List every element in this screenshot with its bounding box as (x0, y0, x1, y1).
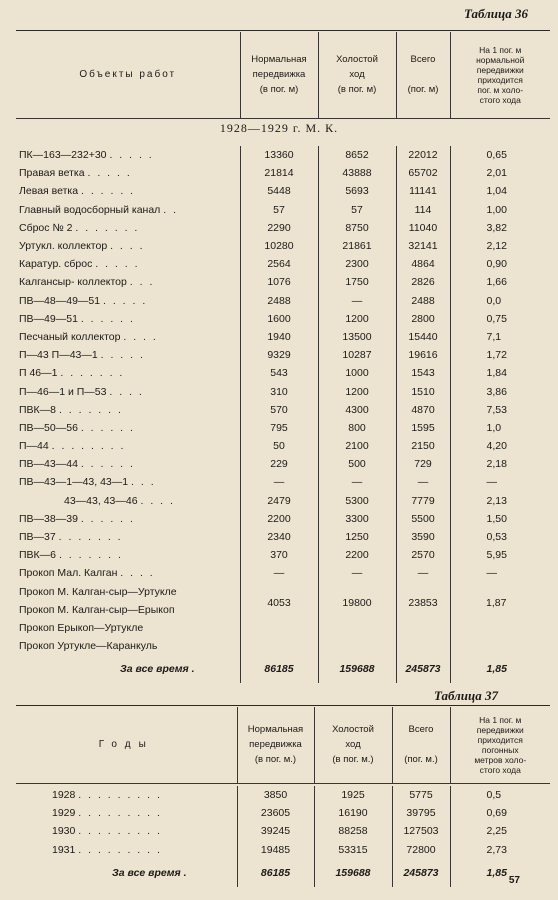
row-label: Песчаный коллектор . . . . (19, 330, 158, 343)
row-label-cell (16, 473, 240, 491)
total-value: 32141 (396, 237, 450, 255)
table-row (16, 528, 550, 546)
row-label: П 46—1 . . . . . . . (19, 367, 125, 380)
table-row (16, 219, 550, 237)
idle-value: 53315 (314, 841, 392, 859)
row-label-cell (16, 455, 240, 473)
row-label-cell (16, 346, 240, 364)
total-value: 2800 (396, 310, 450, 328)
row-label: ПВ—43—44 . . . . . . (19, 458, 135, 471)
table36-header-ratio: На 1 пог. м нормальной передвижки приходится пог. м холо- стого хода (450, 32, 550, 118)
idle-value: — (318, 564, 396, 582)
idle-value: 8652 (318, 146, 396, 164)
total-label-cell (16, 655, 240, 683)
row-label-cell (16, 583, 240, 601)
row-label: ПВ—43—1—43, 43—1 . . . (19, 476, 156, 489)
row-label-cell (16, 237, 240, 255)
normal-value: 23605 (237, 804, 314, 822)
idle-value: 57 (318, 201, 396, 219)
idle-value: 500 (318, 455, 396, 473)
table-row (16, 492, 550, 510)
total-total: 245873 (396, 655, 450, 683)
table37-body (16, 786, 550, 887)
row-label: 1929 . . . . . . . . . (52, 807, 162, 820)
ratio-value: 0,5 (450, 786, 550, 804)
table-row (16, 401, 550, 419)
idle-value: 4300 (318, 401, 396, 419)
normal-value: 229 (240, 455, 318, 473)
row-label: Прокоп Мал. Калган . . . . (19, 567, 155, 580)
idle-value: 16190 (314, 804, 392, 822)
idle-value: 21861 (318, 237, 396, 255)
table-row (16, 804, 550, 822)
normal-value: 2290 (240, 219, 318, 237)
table37-header-normal: Нормальная передвижка (в пог. м.) (237, 707, 314, 783)
page-number: 57 (508, 875, 520, 886)
table-row (16, 201, 550, 219)
row-label: 43—43, 43—46 . . . . (64, 494, 175, 507)
total-normal: 86185 (240, 655, 318, 683)
normal-value: 50 (240, 437, 318, 455)
row-label-cell (16, 786, 237, 804)
normal-value: — (240, 564, 318, 582)
table-row (16, 822, 550, 840)
row-label: П—46—1 и П—53 . . . . (19, 385, 144, 398)
total-value: 4864 (396, 255, 450, 273)
ratio-value: 0,69 (450, 804, 550, 822)
normal-value: 570 (240, 401, 318, 419)
ratio-value: — (450, 473, 550, 491)
total-value: — (396, 473, 450, 491)
normal-value: 9329 (240, 346, 318, 364)
total-value: 5775 (392, 786, 450, 804)
ratio-value: 1,50 (450, 510, 550, 528)
normal-value: 2200 (240, 510, 318, 528)
table36-merged-idle: 19800 (342, 597, 372, 609)
total-label-cell (16, 859, 237, 887)
row-label: 1931 . . . . . . . . . (52, 843, 162, 856)
total-value: 22012 (396, 146, 450, 164)
ratio-value: — (450, 564, 550, 582)
idle-value: — (318, 473, 396, 491)
ratio-value: 1,66 (450, 273, 550, 291)
total-value: 11040 (396, 219, 450, 237)
table-row (16, 310, 550, 328)
idle-value: 1750 (318, 273, 396, 291)
table36-header-total: Всего (пог. м) (396, 32, 450, 118)
total-label: За все время . (112, 866, 187, 879)
row-label-cell (16, 382, 240, 400)
ratio-value: 0,90 (450, 255, 550, 273)
row-label: ПВК—8 . . . . . . . (19, 403, 123, 416)
row-label-cell (16, 841, 237, 859)
table-row (16, 364, 550, 382)
table36-top-rule (16, 30, 550, 31)
row-label: Левая ветка . . . . . . (19, 185, 136, 198)
table37-header-years: Годы (16, 707, 237, 783)
normal-value: 10280 (240, 237, 318, 255)
total-normal: 86185 (237, 859, 314, 887)
table36-merged-normal: 4053 (267, 597, 291, 609)
ratio-value: 1,00 (450, 201, 550, 219)
ratio-value: 0,65 (450, 146, 550, 164)
ratio-value: 1,0 (450, 419, 550, 437)
normal-value: 57 (240, 201, 318, 219)
total-label: За все время . (120, 663, 195, 676)
table36-header-objects: Объекты работ (16, 32, 240, 118)
row-label-cell (16, 255, 240, 273)
total-idle: 159688 (318, 655, 396, 683)
table-row (16, 473, 550, 491)
total-value: 7779 (396, 492, 450, 510)
table-row (16, 841, 550, 859)
table37-header-ratio: На 1 пог. м передвижки приходится погонных метров холо- стого хода (450, 707, 550, 783)
total-value: 1543 (396, 364, 450, 382)
row-label: ПВ—48—49—51 . . . . . (19, 294, 148, 307)
table-row (16, 546, 550, 564)
table37-caption: Таблица 37 (433, 688, 498, 703)
ratio-value: 1,84 (450, 364, 550, 382)
total-value: 19616 (396, 346, 450, 364)
row-label: Прокоп М. Калган-сыр—Ерыкоп (19, 603, 175, 616)
total-value: 72800 (392, 841, 450, 859)
row-label: Сброс № 2 . . . . . . . (19, 221, 140, 234)
row-label: ПВК—6 . . . . . . . (19, 549, 123, 562)
row-label-cell (16, 401, 240, 419)
table-row (16, 419, 550, 437)
total-value: 3590 (396, 528, 450, 546)
normal-value: 21814 (240, 164, 318, 182)
row-label-cell (16, 804, 237, 822)
ratio-value: 5,95 (450, 546, 550, 564)
normal-value: 370 (240, 546, 318, 564)
row-label-cell (16, 273, 240, 291)
idle-value: 800 (318, 419, 396, 437)
ratio-value (450, 619, 550, 637)
row-label: ПВ—49—51 . . . . . . (19, 312, 135, 325)
row-label-cell (16, 528, 240, 546)
total-value: 2150 (396, 437, 450, 455)
total-value: 2826 (396, 273, 450, 291)
table36-header (16, 32, 550, 119)
table-row (16, 346, 550, 364)
row-label-cell (16, 310, 240, 328)
row-label-cell (16, 822, 237, 840)
table-row (16, 437, 550, 455)
row-label: Прокоп М. Калган-сыр—Уртукле (19, 585, 177, 598)
ratio-value: 0,53 (450, 528, 550, 546)
normal-value: 3850 (237, 786, 314, 804)
total-row (16, 655, 550, 683)
ratio-value: 0,75 (450, 310, 550, 328)
total-value (396, 637, 450, 655)
normal-value: 2564 (240, 255, 318, 273)
ratio-value: 2,73 (450, 841, 550, 859)
ratio-value (450, 637, 550, 655)
row-label-cell (16, 492, 240, 510)
total-row (16, 859, 550, 887)
normal-value: 2479 (240, 492, 318, 510)
normal-value: 543 (240, 364, 318, 382)
normal-value: 2488 (240, 292, 318, 310)
total-value: 39795 (392, 804, 450, 822)
table36-header-normal: Нормальная передвижка (в пог. м) (240, 32, 318, 118)
table36-header-idle: Холостой ход (в пог. м) (318, 32, 396, 118)
idle-value: 10287 (318, 346, 396, 364)
row-label-cell (16, 201, 240, 219)
table37-header-total: Всего (пог. м.) (392, 707, 450, 783)
total-value: 11141 (396, 182, 450, 200)
row-label: ПВ—37 . . . . . . . (19, 531, 123, 544)
normal-value: 5448 (240, 182, 318, 200)
row-label-cell (16, 328, 240, 346)
total-total: 245873 (392, 859, 450, 887)
idle-value: 13500 (318, 328, 396, 346)
row-label: Каратур. сброс . . . . . (19, 258, 140, 271)
idle-value: 3300 (318, 510, 396, 528)
table-row (16, 455, 550, 473)
total-value: — (396, 564, 450, 582)
table-row (16, 164, 550, 182)
table-row (16, 510, 550, 528)
table37-header-idle: Холостой ход (в пог. м.) (314, 707, 392, 783)
row-label: П—44 . . . . . . . . (19, 440, 126, 453)
normal-value: 13360 (240, 146, 318, 164)
table-row (16, 182, 550, 200)
row-label: 1928 . . . . . . . . . (52, 789, 162, 802)
ratio-value: 2,13 (450, 492, 550, 510)
normal-value: 1076 (240, 273, 318, 291)
total-value: 1510 (396, 382, 450, 400)
total-value (396, 619, 450, 637)
row-label: Прокоп Уртукле—Каранкуль (19, 640, 158, 653)
normal-value: 1600 (240, 310, 318, 328)
table-row (16, 292, 550, 310)
ratio-value: 0,0 (450, 292, 550, 310)
idle-value: 1000 (318, 364, 396, 382)
ratio-value: 2,01 (450, 164, 550, 182)
total-value: 1595 (396, 419, 450, 437)
table36-caption: Таблица 36 (463, 6, 528, 21)
table37-top-rule (16, 705, 550, 706)
table-row (16, 273, 550, 291)
idle-value: 2300 (318, 255, 396, 273)
normal-value: — (240, 473, 318, 491)
idle-value: 5693 (318, 182, 396, 200)
normal-value (240, 619, 318, 637)
total-value: 2570 (396, 546, 450, 564)
row-label-cell (16, 182, 240, 200)
table37-header (16, 707, 550, 784)
idle-value: 1925 (314, 786, 392, 804)
ratio-value: 3,82 (450, 219, 550, 237)
normal-value (240, 637, 318, 655)
normal-value: 39245 (237, 822, 314, 840)
ratio-value: 1,72 (450, 346, 550, 364)
row-label-cell (16, 510, 240, 528)
total-value: 5500 (396, 510, 450, 528)
total-value: 15440 (396, 328, 450, 346)
row-label: ПВ—38—39 . . . . . . (19, 512, 135, 525)
table-row (16, 255, 550, 273)
row-label-cell (16, 564, 240, 582)
row-label: Прокоп Ерыкоп—Уртукле (19, 621, 144, 634)
total-idle: 159688 (314, 859, 392, 887)
idle-value (318, 637, 396, 655)
row-label-cell (16, 437, 240, 455)
row-label: Калгансыр- коллектор . . . (19, 276, 155, 289)
table36-merged-total: 23853 (408, 597, 438, 609)
table36-merged-ratio: 1,87 (486, 597, 507, 609)
table-row (16, 328, 550, 346)
table-row (16, 146, 550, 164)
table36-period: 1928—1929 г. М. К. (219, 121, 339, 135)
idle-value: 1200 (318, 310, 396, 328)
row-label-cell (16, 292, 240, 310)
row-label-cell (16, 619, 240, 637)
row-label: ПК—163—232+30 . . . . . (19, 149, 154, 162)
idle-value: 8750 (318, 219, 396, 237)
row-label-cell (16, 364, 240, 382)
table-row (16, 637, 550, 655)
ratio-value: 2,12 (450, 237, 550, 255)
total-ratio: 1,85 (450, 655, 550, 683)
idle-value: — (318, 292, 396, 310)
row-label: П—43 П—43—1 . . . . . (19, 349, 145, 362)
row-label: ПВ—50—56 . . . . . . (19, 421, 135, 434)
total-value: 4870 (396, 401, 450, 419)
table-row (16, 619, 550, 637)
idle-value: 2200 (318, 546, 396, 564)
total-value: 127503 (392, 822, 450, 840)
normal-value: 1940 (240, 328, 318, 346)
ratio-value: 3,86 (450, 382, 550, 400)
row-label-cell (16, 164, 240, 182)
normal-value: 795 (240, 419, 318, 437)
normal-value: 310 (240, 382, 318, 400)
row-label: 1930 . . . . . . . . . (52, 825, 162, 838)
total-value: 2488 (396, 292, 450, 310)
normal-value: 2340 (240, 528, 318, 546)
ratio-value: 4,20 (450, 437, 550, 455)
table-row (16, 564, 550, 582)
total-value: 114 (396, 201, 450, 219)
row-label: Уртукл. коллектор . . . . (19, 240, 145, 253)
ratio-value: 1,04 (450, 182, 550, 200)
ratio-value: 2,25 (450, 822, 550, 840)
total-value: 65702 (396, 164, 450, 182)
row-label-cell (16, 419, 240, 437)
row-label-cell (16, 637, 240, 655)
ratio-value: 7,1 (450, 328, 550, 346)
idle-value: 88258 (314, 822, 392, 840)
normal-value: 19485 (237, 841, 314, 859)
table-row (16, 786, 550, 804)
idle-value: 1200 (318, 382, 396, 400)
row-label-cell (16, 219, 240, 237)
idle-value: 2100 (318, 437, 396, 455)
ratio-value: 2,18 (450, 455, 550, 473)
row-label: Правая ветка . . . . . (19, 167, 132, 180)
idle-value: 5300 (318, 492, 396, 510)
total-value: 729 (396, 455, 450, 473)
idle-value: 1250 (318, 528, 396, 546)
row-label: Главный водосборный канал . . (19, 203, 178, 216)
table-row (16, 237, 550, 255)
ratio-value: 7,53 (450, 401, 550, 419)
table-row (16, 382, 550, 400)
total-ratio: 1,85 (450, 859, 550, 887)
row-label-cell (16, 146, 240, 164)
row-label-cell (16, 546, 240, 564)
idle-value (318, 619, 396, 637)
idle-value: 43888 (318, 164, 396, 182)
row-label-cell (16, 601, 240, 619)
